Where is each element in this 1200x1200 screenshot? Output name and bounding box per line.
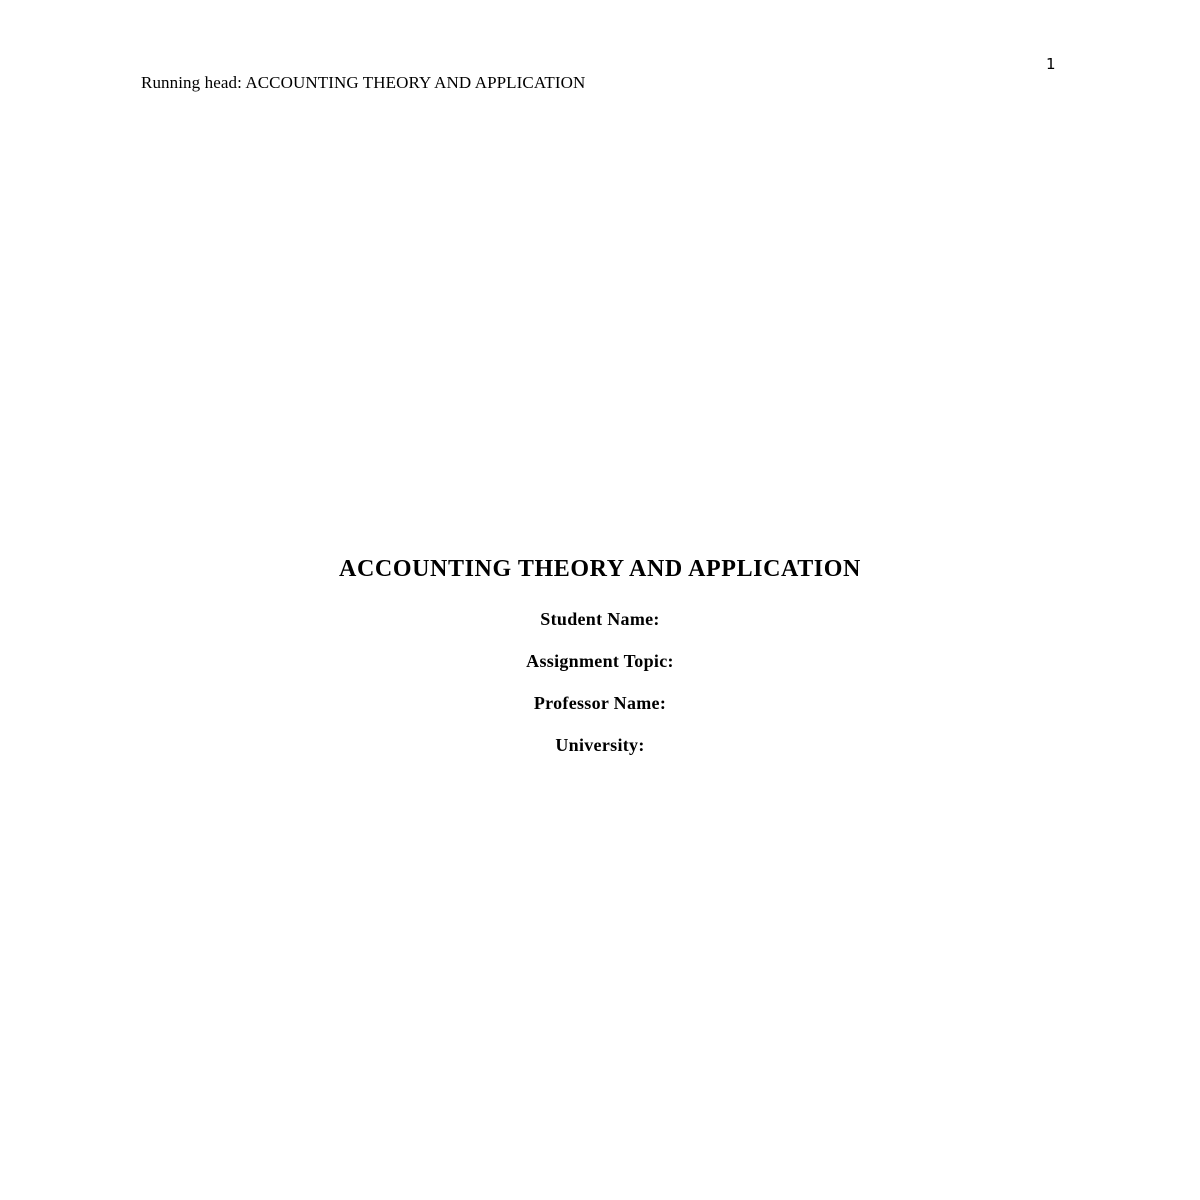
running-head: Running head: ACCOUNTING THEORY AND APPLICATION: [141, 73, 586, 92]
assignment-topic-label: Assignment Topic:: [526, 651, 674, 671]
university-label: University:: [555, 735, 645, 755]
document-title: ACCOUNTING THEORY AND APPLICATION: [339, 556, 861, 582]
title-block: [0, 556, 1200, 777]
professor-name-label: Professor Name:: [533, 693, 667, 713]
student-name-label: Student Name:: [540, 609, 660, 629]
page-number: 1: [1046, 55, 1056, 73]
